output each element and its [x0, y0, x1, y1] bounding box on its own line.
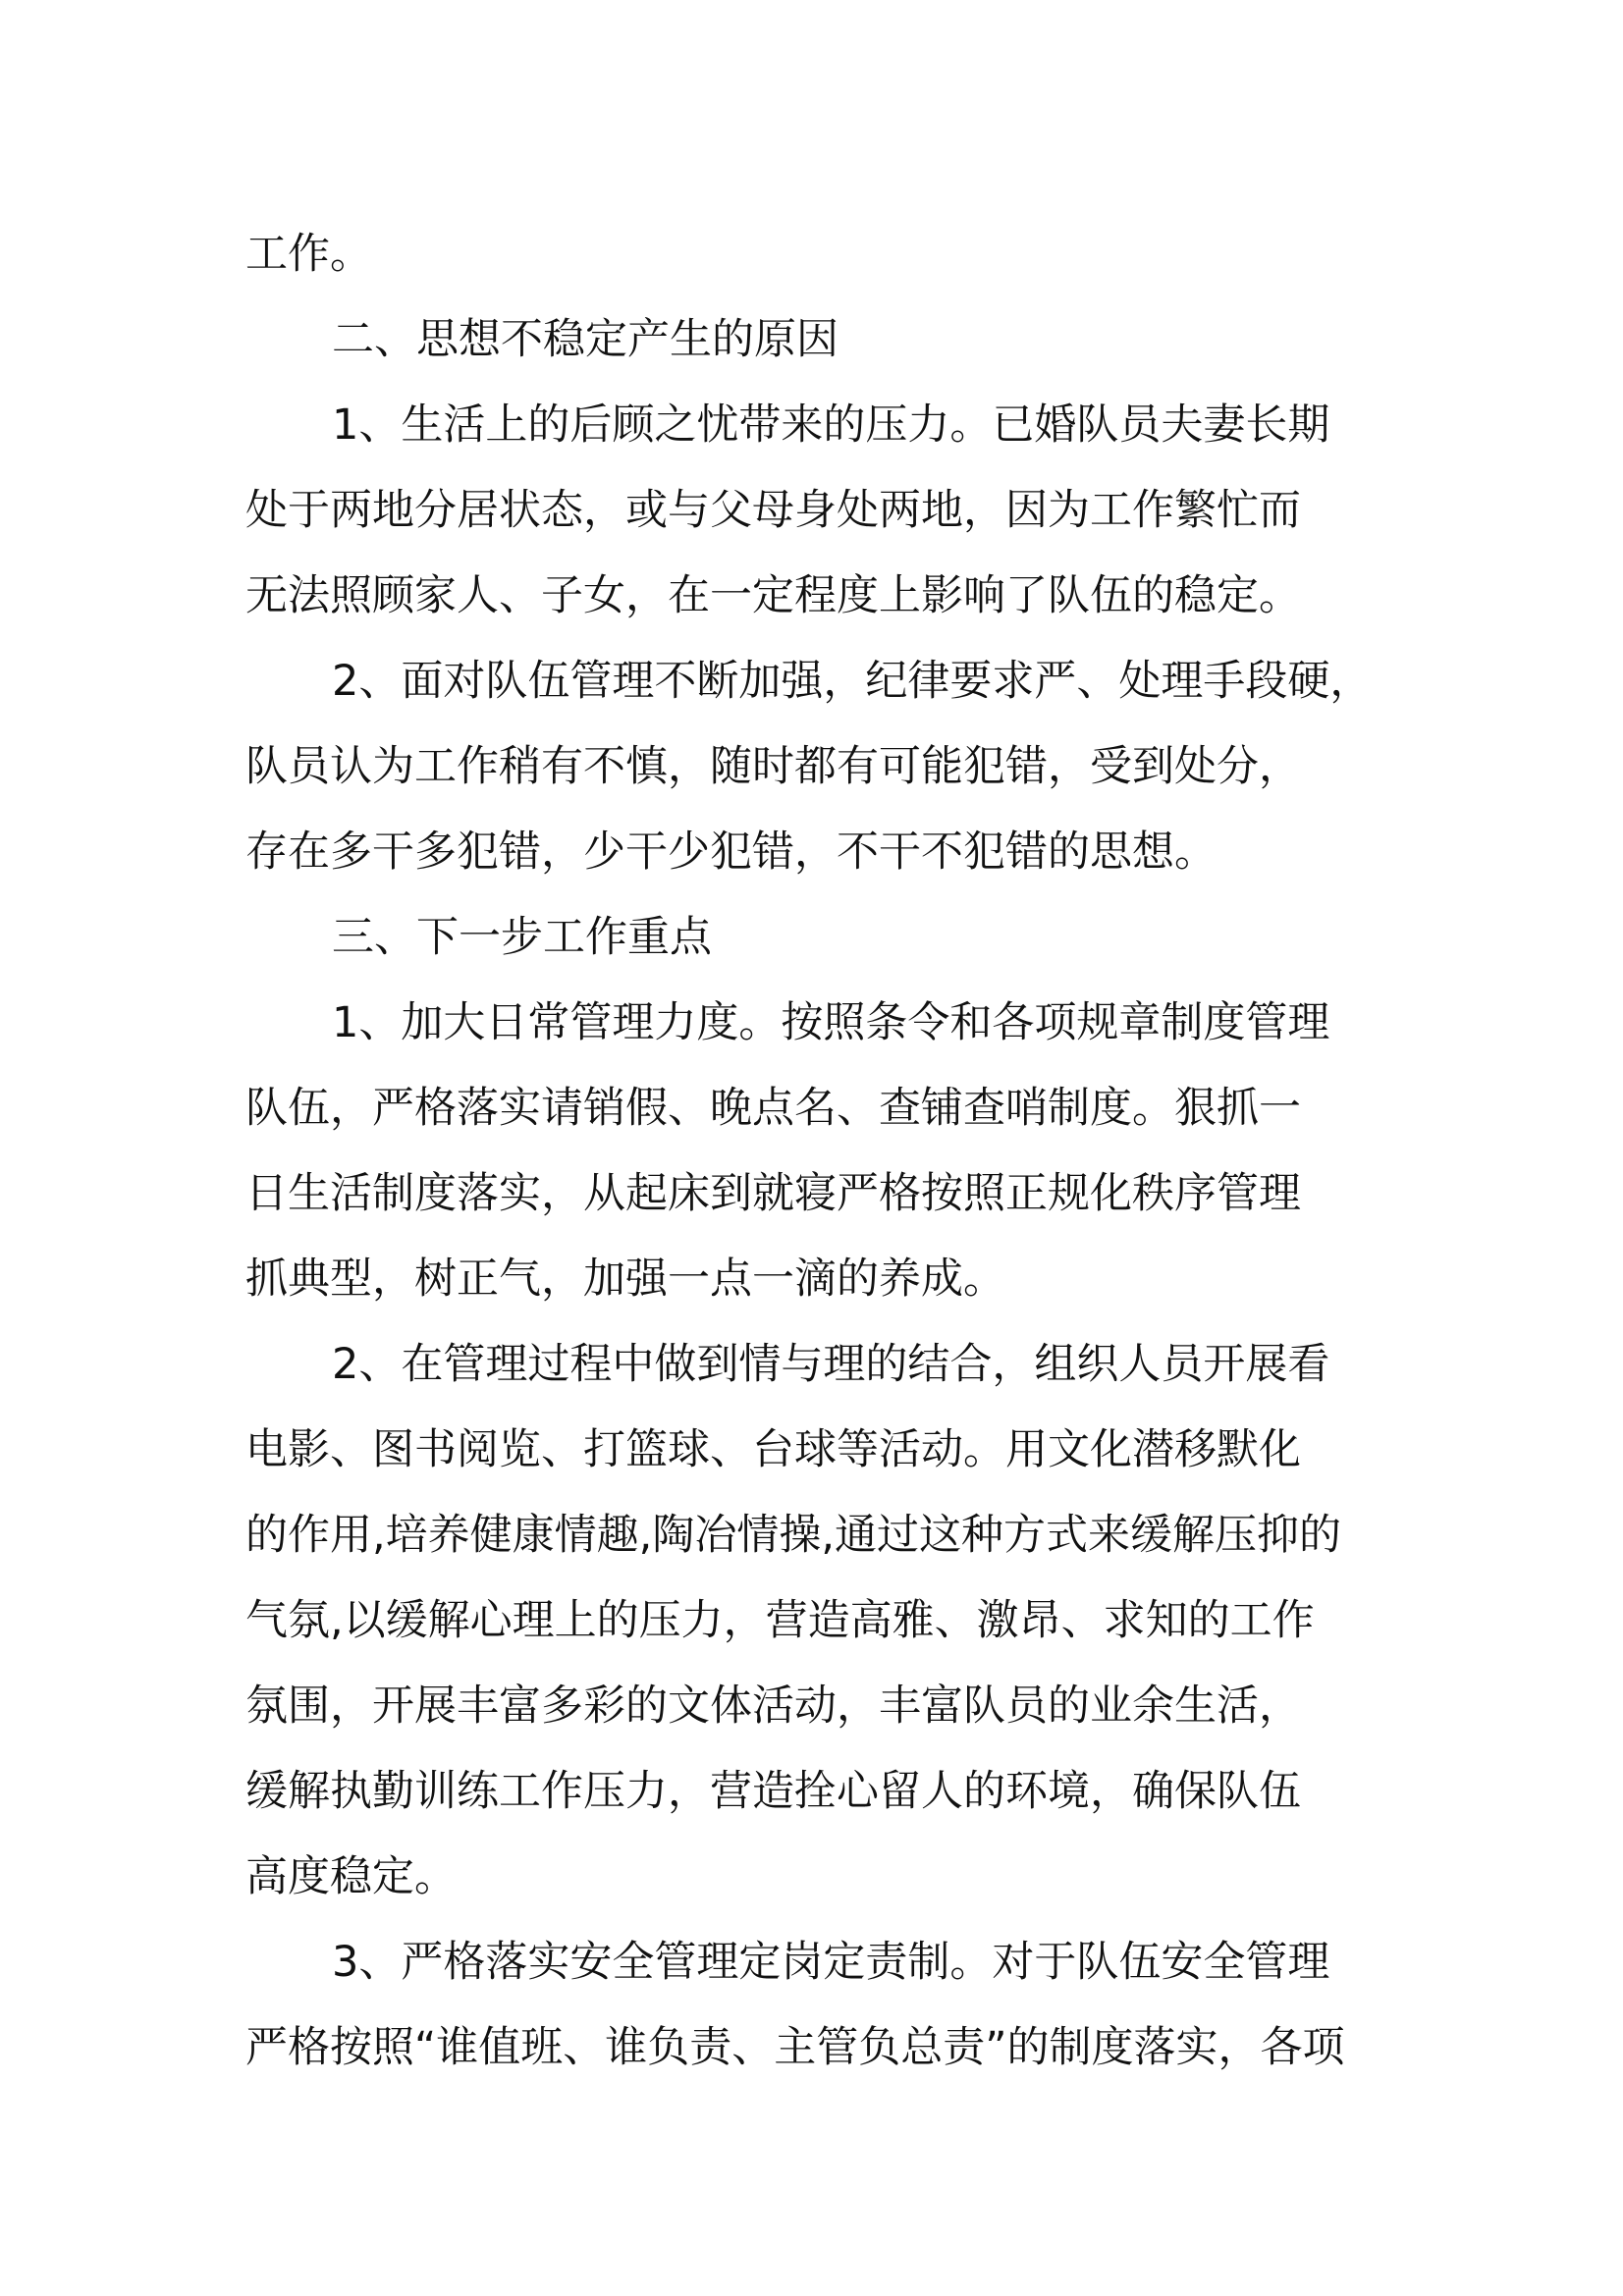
paragraph-line: 1、加大日常管理力度。按照条令和各项规章制度管理	[332, 998, 1330, 1047]
paragraph-line: 处于两地分居状态，或与父母身处两地，因为工作繁忙而	[245, 486, 1301, 535]
paragraph-line: 抓典型，树正气，加强一点一滴的养成。	[245, 1255, 1005, 1304]
paragraph-line: 2、面对队伍管理不断加强，纪律要求严、处理手段硬，	[332, 657, 1373, 706]
paragraph-line: 电影、图书阅览、打篮球、台球等活动。用文化潜移默化	[245, 1425, 1301, 1474]
paragraph-line: 缓解执勤训练工作压力，营造拴心留人的环境，确保队伍	[245, 1767, 1301, 1816]
paragraph-line: 无法照顾家人、子女，在一定程度上影响了队伍的稳定。	[245, 571, 1301, 620]
paragraph-line: 日生活制度落实，从起床到就寝严格按照正规化秩序管理	[245, 1169, 1301, 1218]
paragraph-line: 严格按照“谁值班、谁负责、主管负总责”的制度落实，各项	[245, 2023, 1345, 2072]
paragraph-line: 3、严格落实安全管理定岗定责制。对于队伍安全管理	[332, 1938, 1330, 1987]
paragraph-line: 的作用,培养健康情趣,陶冶情操,通过这种方式来缓解压抑的	[245, 1511, 1342, 1560]
paragraph-line: 1、生活上的后顾之忧带来的压力。已婚队员夫妻长期	[332, 400, 1330, 450]
paragraph-line: 2、在管理过程中做到情与理的结合，组织人员开展看	[332, 1340, 1330, 1389]
paragraph-line: 工作。	[245, 230, 372, 279]
paragraph-line: 氛围，开展丰富多彩的文体活动，丰富队员的业余生活，	[245, 1682, 1301, 1731]
paragraph-line: 队伍，严格落实请销假、晚点名、查铺查哨制度。狠抓一	[245, 1084, 1301, 1133]
paragraph-line: 气氛,以缓解心理上的压力，营造高雅、激昂、求知的工作	[245, 1596, 1315, 1645]
paragraph-line: 队员认为工作稍有不慎，随时都有可能犯错，受到处分，	[245, 742, 1301, 791]
paragraph-line: 高度稳定。	[245, 1852, 457, 1901]
section-heading: 二、思想不稳定产生的原因	[332, 315, 839, 364]
section-heading: 三、下一步工作重点	[332, 913, 712, 962]
paragraph-line: 存在多干多犯错，少干少犯错，不干不犯错的思想。	[245, 828, 1217, 877]
